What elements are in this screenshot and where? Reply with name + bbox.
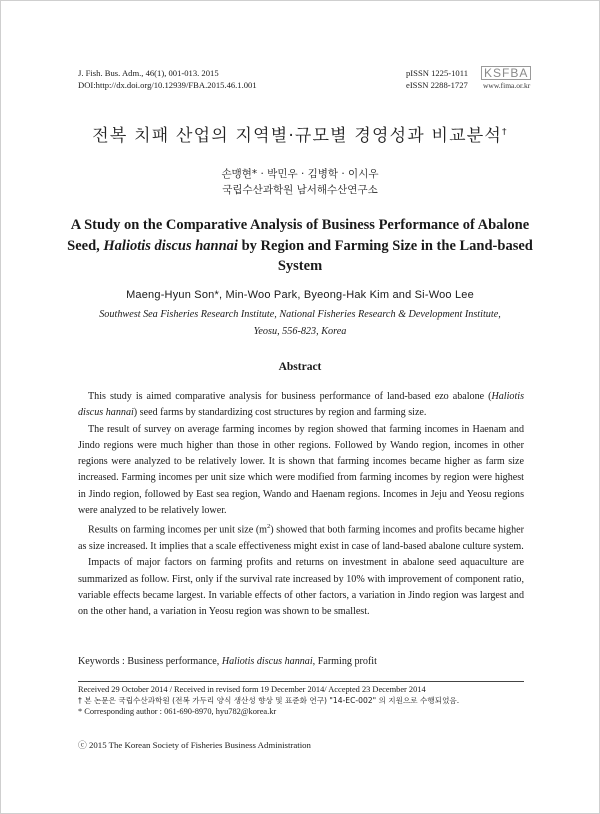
species-name: Haliotis discus hannai xyxy=(78,391,524,419)
journal-citation xyxy=(78,67,257,91)
footnotes xyxy=(78,684,538,718)
english-title-species: Haliotis discus hannai xyxy=(103,237,238,254)
abstract-text: This study is aimed comparative analysis for business performance of land-based ezo abalone ( xyxy=(88,391,492,402)
issn-block xyxy=(406,67,468,91)
society-website-link[interactable]: www.fima.or.kr xyxy=(483,81,531,90)
abstract-paragraph: Impacts of major factors on farming profits and returns on investment in abalone seed aquaculture are summarized as follow. First, only if the survival rate increased by 10% with improvement of component ratio, variable effects became largest. In variable effects of other factors, a variation in Jindo region was largest and on the other hand, a variation in Yeosu region was shown to be smallest. xyxy=(78,557,524,618)
english-title xyxy=(60,215,540,277)
abstract-heading: Abstract xyxy=(278,361,322,373)
korean-title-text: 전복 치패 산업의 지역별·규모별 경영성과 비교분석 xyxy=(92,126,502,146)
abstract-paragraph: The result of survey on average farming incomes by region showed that farming incomes in Haenam and Jindo regions were much higher than those in other regions. Followed by Wando region, incomes in other regions were analyzed to be relatively lower. It is shown that farming incomes became higher as farm size increased. Farming incomes per unit size which were modified from farming incomes by region were highest in Jindo region, followed by East sea region, Wando and Haenam regions. Incomes in Jeju and Yeosu regions were analyzed to be relatively lower. xyxy=(78,423,524,517)
doi-link[interactable]: DOI:http://dx.doi.org/10.12939/FBA.2015.46.1.001 xyxy=(78,80,257,90)
english-institution xyxy=(60,306,540,340)
copyright: ⓒ 2015 The Korean Society of Fisheries Business Administration xyxy=(78,740,311,750)
english-title-part1: A Study on the Comparative Analysis of Business Performance of Abalone Seed, xyxy=(67,217,530,254)
journal-reference: J. Fish. Bus. Adm., 46(1), 001-013. 2015 xyxy=(78,68,219,78)
keywords-rest: , Farming profit xyxy=(312,656,377,667)
english-title-part2: by Region and Farming Size in the Land-based System xyxy=(237,237,533,274)
korean-title xyxy=(0,121,600,146)
corresponding-author: * Corresponding author : 061-690-8970, hyu782@korea.kr xyxy=(78,707,277,717)
abstract-body xyxy=(78,389,524,621)
eissn: eISSN 2288-1727 xyxy=(406,80,468,90)
received-dates: Received 29 October 2014 / Received in revised form 19 December 2014/ Accepted 23 December 2014 xyxy=(78,685,426,694)
keywords-label: Keywords : Business performance, xyxy=(78,656,222,667)
abstract-text: ) showed that both farming incomes and profits became higher as size increased. It implies that a scale effectiveness might exist in case of land-based abalone culture system. xyxy=(78,524,524,553)
institution-line-1: Southwest Sea Fisheries Research Institute, National Fisheries Research & Development Institute, xyxy=(99,309,501,320)
abstract-paragraph xyxy=(78,519,524,555)
funding-note: † 본 논문은 국립수산과학원 (전복 가두리 양식 생산성 향상 및 표준화 연구) "14-EC-002" 의 지원으로 수행되었음. xyxy=(78,696,460,706)
pissn: pISSN 1225-1011 xyxy=(406,68,468,78)
institution-line-2: Yeosu, 556-823, Korea xyxy=(253,326,347,337)
abstract-text: Results on farming incomes per unit size (m xyxy=(88,524,268,536)
korean-institution: 국립수산과학원 남서해수산연구소 xyxy=(222,184,378,196)
funding-mark: † xyxy=(501,127,508,138)
abstract-paragraph xyxy=(78,389,524,422)
superscript: 2 xyxy=(267,523,271,531)
ksfba-logo: KSFBA xyxy=(481,66,531,80)
footnote-divider xyxy=(78,681,524,682)
english-authors: Maeng-Hyun Son*, Min-Woo Park, Byeong-Hak Kim and Si-Woo Lee xyxy=(126,289,474,301)
abstract-text: ) seed farms by standardizing cost structures by region and farming size. xyxy=(133,407,427,419)
keywords-species: Haliotis discus hannai xyxy=(221,656,313,667)
korean-authors: 손맹현* · 박민우 · 김병학 · 이시우 xyxy=(221,168,379,180)
keywords xyxy=(78,656,524,667)
